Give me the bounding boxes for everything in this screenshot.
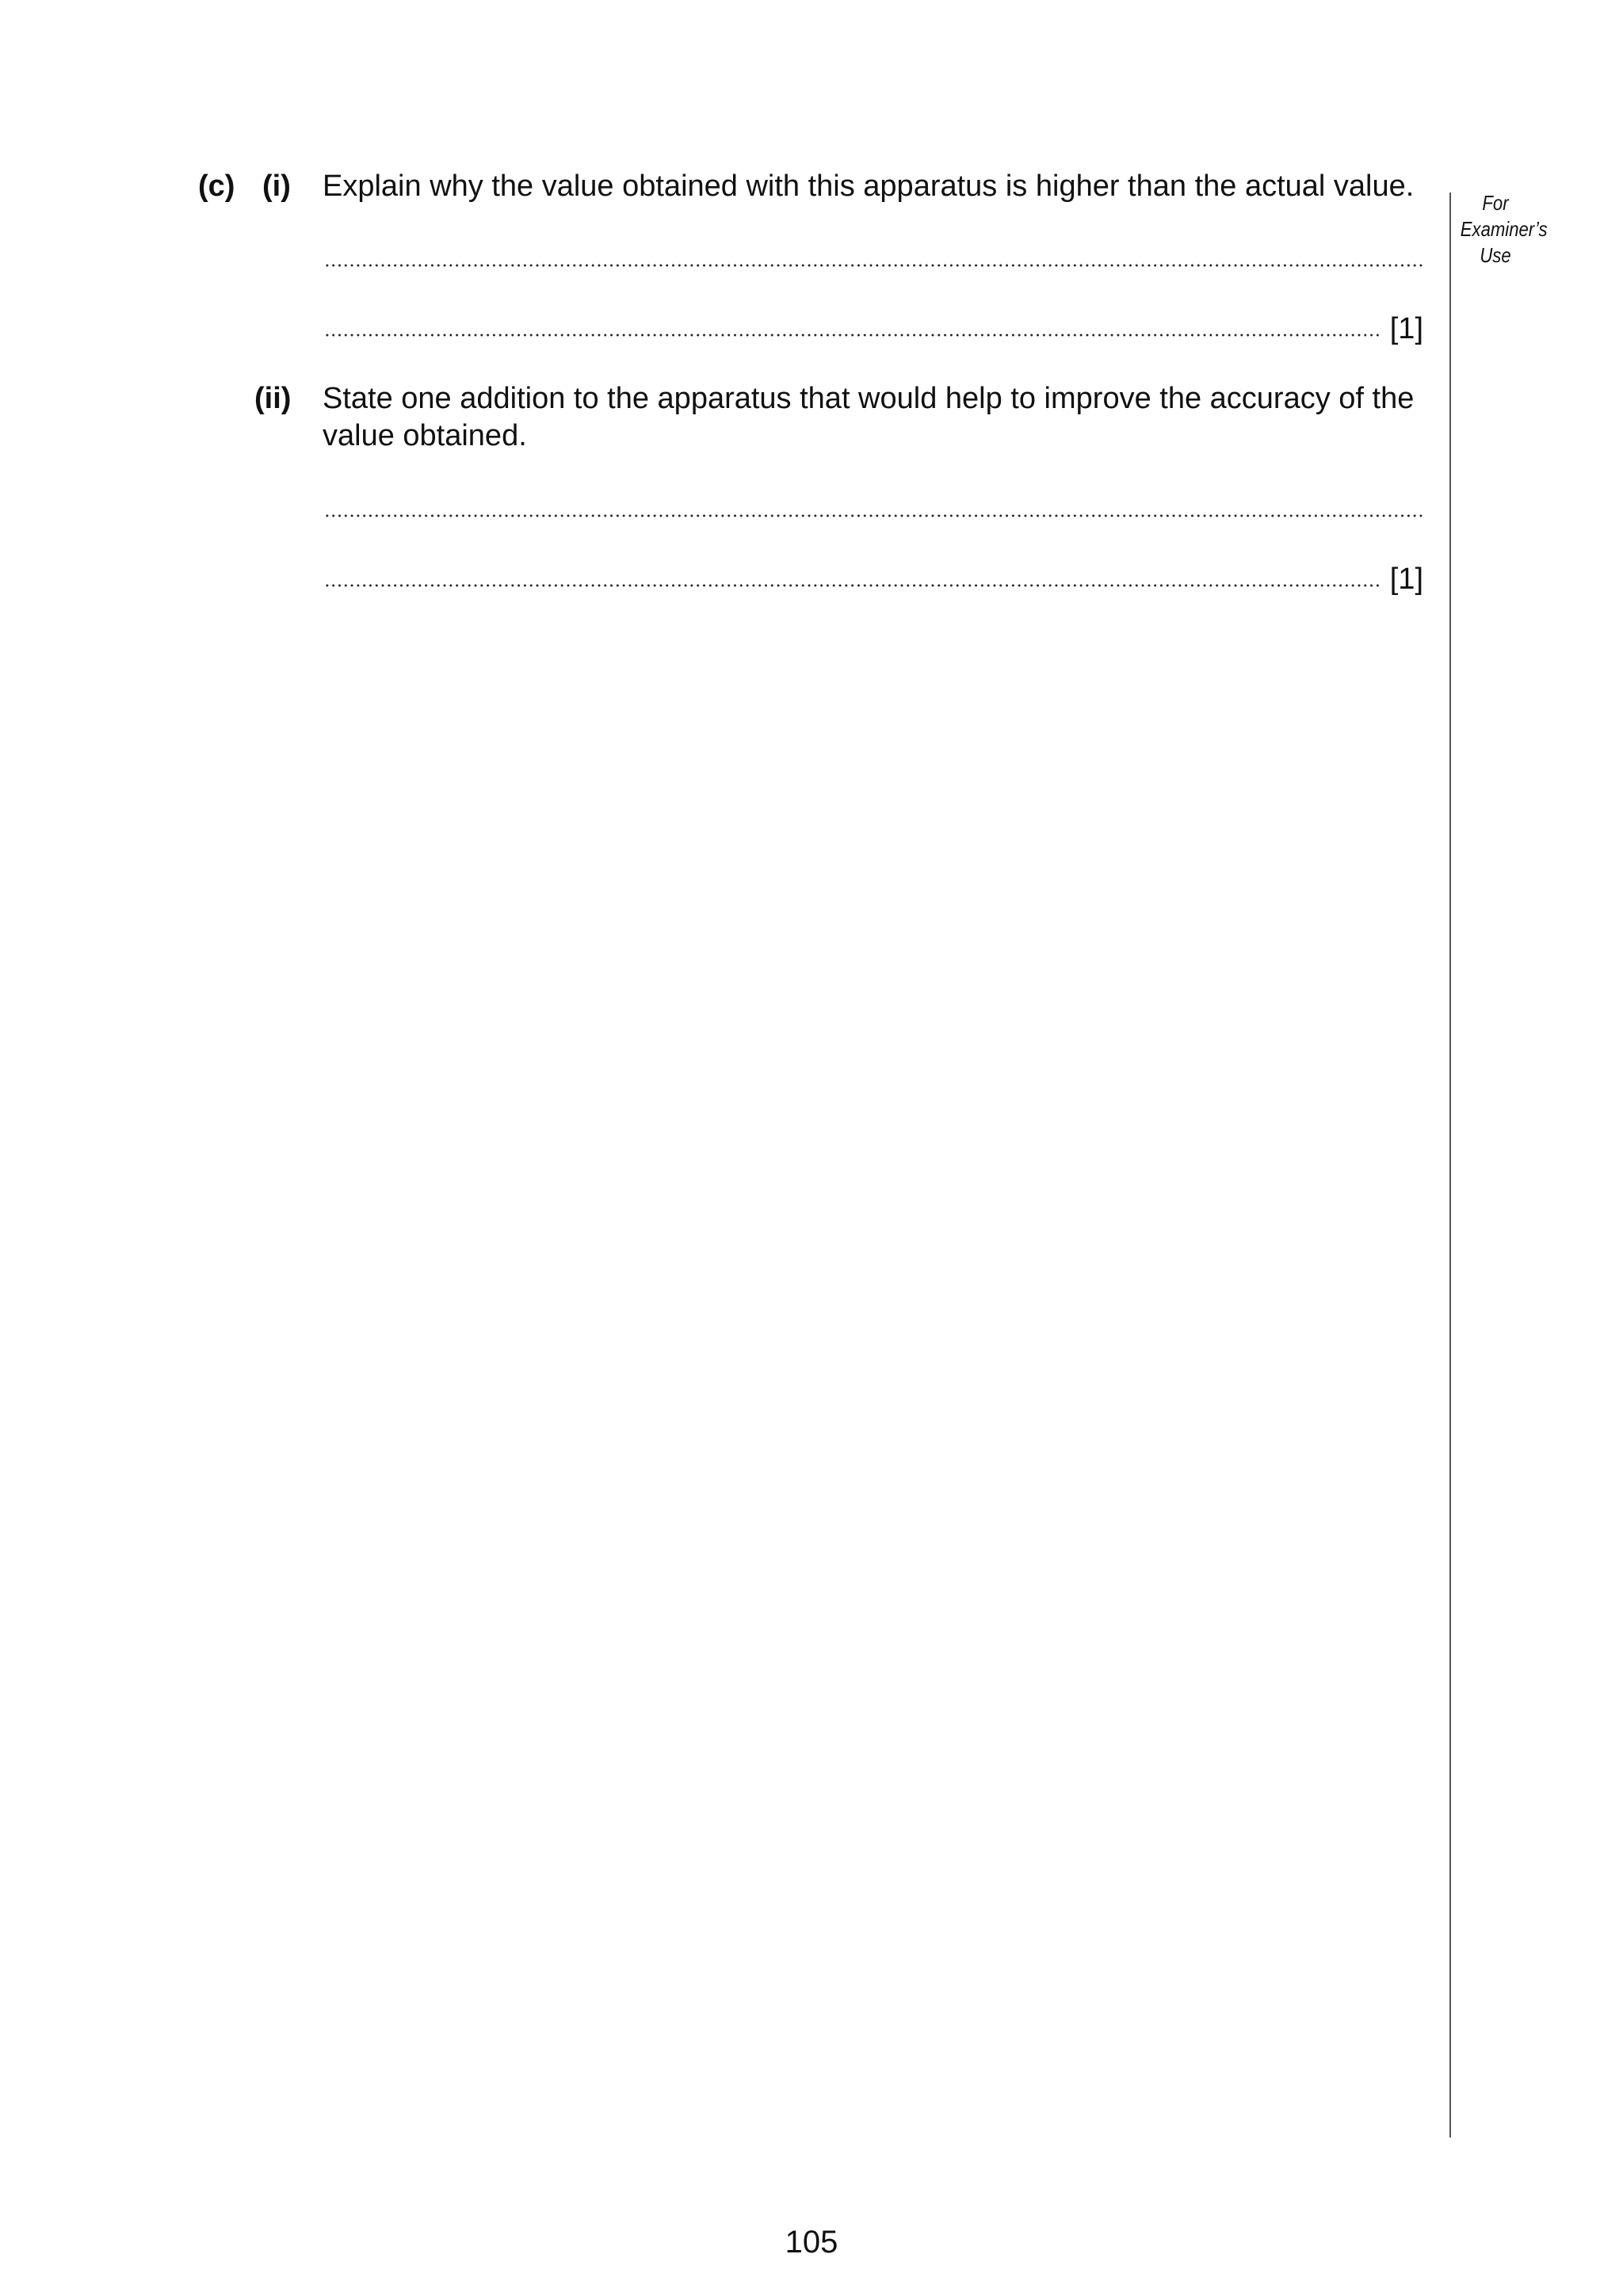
dotted-line bbox=[324, 584, 1381, 587]
sub-ii-question-line-1: State one addition to the apparatus that would help to improve the accuracy of the bbox=[323, 382, 1415, 415]
sub-ii-question-line-2: value obtained. bbox=[323, 419, 527, 452]
sub-ii-label: (ii) bbox=[254, 382, 292, 415]
sub-ii-answer-line-2[interactable] bbox=[324, 561, 1423, 598]
sub-i-marks: [1] bbox=[1389, 312, 1423, 345]
sub-i-answer-line-1[interactable] bbox=[324, 241, 1423, 278]
page-number: 105 bbox=[785, 2225, 838, 2260]
part-c-label: (c) bbox=[198, 170, 235, 203]
sub-i-label: (i) bbox=[262, 170, 291, 203]
examiner-use-label bbox=[1460, 190, 1548, 269]
sub-i-question: Explain why the value obtained with this apparatus is higher than the actual value. bbox=[323, 170, 1415, 203]
examiner-line-3: Use bbox=[1480, 243, 1511, 267]
examiner-line-2: Examiner’s bbox=[1460, 217, 1548, 241]
sub-i-answer-line-2[interactable] bbox=[324, 311, 1423, 348]
sub-ii-answer-line-1[interactable] bbox=[324, 491, 1423, 528]
examiner-line-1: For bbox=[1482, 191, 1509, 215]
dotted-line bbox=[324, 514, 1423, 517]
dotted-line bbox=[324, 264, 1423, 267]
dotted-line bbox=[324, 334, 1381, 337]
examiner-margin-rule bbox=[1449, 193, 1451, 2138]
sub-ii-marks: [1] bbox=[1389, 563, 1423, 596]
